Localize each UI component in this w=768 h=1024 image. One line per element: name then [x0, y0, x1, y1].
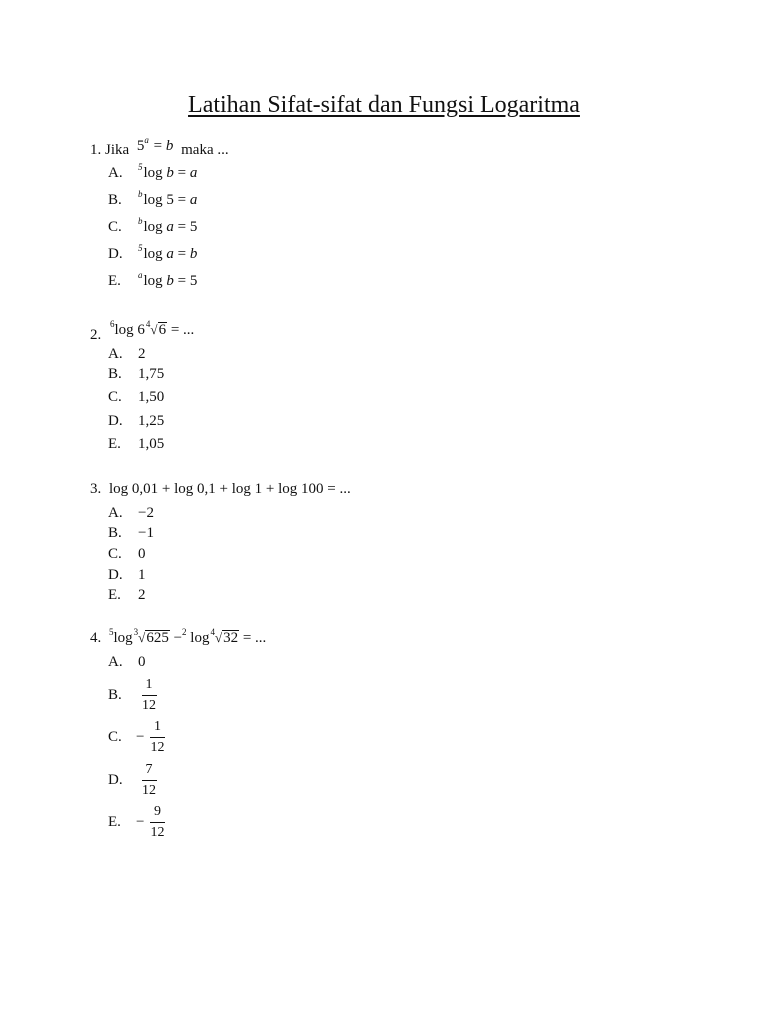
q2-option-a[interactable]: A. 2 [108, 346, 146, 362]
q1-option-c[interactable]: C. $^b$log a = 5 [108, 216, 198, 235]
q3-option-b[interactable]: B. −1 [108, 525, 154, 541]
q2-option-b[interactable]: B. 1,75 [108, 366, 165, 382]
q2-option-c[interactable]: C. 1,50 [108, 389, 165, 405]
q1-expression: $5^a = b$ [136, 135, 174, 154]
question-1: 1. Jika $5^a = b$ maka ... [90, 135, 229, 158]
q1-option-a[interactable]: A. $^5$log b = a [108, 162, 198, 181]
q4-option-c[interactable]: C. − $\frac{1}{12}$ [108, 718, 168, 757]
q4-option-d[interactable]: D. $\frac{7}{12}$ [108, 761, 160, 800]
question-2-number: 2. [90, 327, 102, 343]
q2-expression: $^6$log $6^4√6$ = ... [110, 319, 195, 338]
q4-option-e[interactable]: E. − $\frac{9}{12}$ [108, 803, 168, 842]
q4-option-a[interactable]: A. 0 [108, 654, 146, 670]
q4-option-b[interactable]: B. $\frac{1}{12}$ [108, 676, 160, 715]
q4-expression: $^5\log^3√625 -^2$ $\log^4√32$ = ... [109, 627, 267, 646]
q3-option-a[interactable]: A. −2 [108, 505, 154, 521]
q3-expression: log 0,01 + log 0,1 + log 1 + log 100 = ... [109, 481, 351, 497]
q2-option-d[interactable]: D. 1,25 [108, 413, 165, 429]
q3-option-c[interactable]: C. 0 [108, 546, 146, 562]
worksheet-title: Latihan Sifat-sifat dan Fungsi Logaritma [188, 92, 580, 118]
fraction: $\frac{1}{12}$ [150, 719, 165, 755]
q2-option-e[interactable]: E. 1,05 [108, 436, 165, 452]
fraction: $\frac{7}{12}$ [142, 762, 156, 798]
fraction: $\frac{1}{12}$ [142, 677, 156, 713]
question-4: 4. $^5\log^3√625 -^2$ $\log^4√32$ = ... [90, 627, 267, 646]
q1-option-d[interactable]: D. $^5$log a = b [108, 243, 198, 262]
q3-option-e[interactable]: E. 2 [108, 587, 146, 603]
q1-option-b[interactable]: B. $^b$log 5 = a [108, 189, 198, 208]
q3-option-d[interactable]: D. 1 [108, 567, 146, 583]
fraction: $\frac{9}{12}$ [150, 804, 165, 840]
q1-option-e[interactable]: E. $^a$log b = 5 [108, 270, 198, 289]
question-3: 3. log 0,01 + log 0,1 + log 1 + log 100 = ... [90, 481, 351, 497]
